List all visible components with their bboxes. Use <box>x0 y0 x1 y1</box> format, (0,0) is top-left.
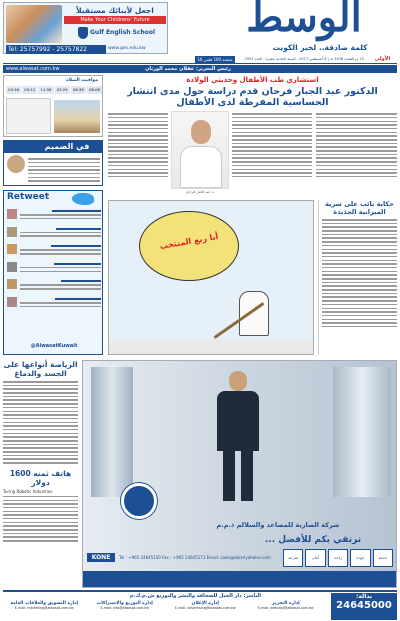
tweet-item[interactable] <box>7 262 101 275</box>
left-stories <box>3 360 78 588</box>
feature-item: أمان <box>305 549 325 567</box>
publisher-line: الناشر: دار الخيل للصحافة والنشر والتوزيع ش.م.ك.م <box>130 593 261 599</box>
story2-sub: Turing Robotic Industries <box>3 488 53 494</box>
doctor-photo <box>171 111 229 189</box>
feature-item: خدمة <box>373 549 393 567</box>
doctor-coat <box>180 146 222 188</box>
company-logo-icon <box>121 483 157 519</box>
prayer-time: 08:06 <box>87 86 102 94</box>
lead-column <box>232 111 312 180</box>
tweet-avatar <box>7 227 17 237</box>
column-box <box>3 140 103 186</box>
footer-dept: إدارة التحرير E-mail: editorial@alwasat.com.kw <box>257 601 314 610</box>
story1-headline: الرياضة أنواعها على الجسد والدماغ <box>3 360 78 378</box>
doctor-caption: د. عبد الجبار فرحان <box>185 190 215 194</box>
hotline-box <box>331 593 397 620</box>
website-url[interactable]: www.alwasat.com.kw <box>6 66 60 72</box>
elevator-shaft-right <box>333 367 391 497</box>
prayer-time: 05:12 <box>22 86 37 94</box>
hotline-number[interactable]: 24645000 <box>336 600 392 611</box>
elevator-shaft-left <box>91 367 133 497</box>
column-title: في الصميم <box>44 142 90 151</box>
tweet-avatar <box>7 209 17 219</box>
school-url[interactable]: www.ges.edu.kw <box>108 46 146 51</box>
mosque-photo <box>54 100 100 133</box>
elevator-company: شركة الصارية للمصاعد والسلالم ذ.م.م <box>216 521 340 529</box>
elevator-slogan: نرتقي بكم للأفضل ... <box>264 535 362 545</box>
footer-dept: إدارة التوزيع والاشتراكات E-mail: info@alwasat.com.kw <box>96 601 153 610</box>
school-crest-icon <box>78 27 88 39</box>
tweet-item[interactable] <box>7 279 101 292</box>
tweet-item[interactable] <box>7 227 101 240</box>
school-ad-subline: Make Your Childrens' Future <box>64 16 166 24</box>
issue-label: 16 صفحة 100 فلس <box>195 56 235 63</box>
prayer-time: 03:46 <box>6 86 21 94</box>
retweet-box <box>3 190 103 355</box>
footer-dept: إدارة الإعلان E-mail: advertising@alwasat.com.kw <box>174 601 236 610</box>
cartoon-speech-text: أنا ربع المنتخب <box>159 231 219 252</box>
side-story-headline: حكاية نائب على سرية الميزانية الجديدة <box>325 200 394 216</box>
side-story <box>318 200 397 355</box>
lead-headline: الدكتور عبد الجبار فرحان قدم دراسة حول مدى انتشار الحساسية المفرطة لدى الأطفال <box>127 86 378 108</box>
side-story-text <box>322 219 397 327</box>
masthead-logo: الوسط <box>246 0 362 41</box>
tweet-item[interactable] <box>7 244 101 257</box>
prayer-time: 03:29 <box>55 86 70 94</box>
elevator-ad-footer-strip <box>83 571 396 587</box>
story2-text <box>3 496 78 542</box>
date-bar <box>3 56 397 64</box>
tweet-item[interactable] <box>7 297 101 310</box>
cartoon-box <box>108 200 314 355</box>
school-ad[interactable] <box>3 2 168 54</box>
tweet-item[interactable] <box>7 209 101 222</box>
weather-table <box>6 98 51 134</box>
lead-kicker: استشاري طب الأطفال وحديثي الولادة <box>186 76 319 84</box>
story1-text <box>3 381 78 464</box>
feature-item: سرعة <box>283 549 303 567</box>
columnist-photo <box>7 155 25 173</box>
prayer-times-box <box>3 75 103 137</box>
lead-column <box>316 111 397 180</box>
cartoon-figure <box>239 291 269 336</box>
masthead-tagline: كلمة صادقة.. لخير الكويت <box>272 43 368 52</box>
hotline-label: بدالة: <box>355 593 373 600</box>
twitter-bird-icon <box>72 193 94 205</box>
school-children-photo <box>6 5 62 43</box>
date-line: 15 ذو القعدة 1438 هـ | 8 أغسطس 2017 - السنة الحادية عشرة - العدد 2997 <box>244 57 364 61</box>
school-ad-headline: اجعل لأبنائك مستقبلاً <box>76 6 154 15</box>
tweet-avatar <box>7 297 17 307</box>
doctor-head <box>191 120 211 144</box>
tweet-list <box>7 209 101 314</box>
elevator-ad[interactable] <box>82 360 397 588</box>
elevator-contact[interactable]: Tel : +965 24645150 Fax : +965 24645171 Email: sales@alsariyahelev.com <box>119 555 271 560</box>
front-page-label: الأولى <box>374 56 391 62</box>
prayer-times-row <box>6 86 102 94</box>
editor-line: رئيس التحرير: عقلان محمد الورثان <box>145 66 231 72</box>
column-title-bar <box>4 141 102 153</box>
feature-item: جودة <box>350 549 370 567</box>
retweet-handle[interactable]: @AlwasatKuwait <box>30 343 78 349</box>
prayer-time: 11:56 <box>38 86 53 94</box>
feature-item: راحة <box>328 549 348 567</box>
elevator-features <box>283 549 393 567</box>
footer-departments <box>5 601 325 620</box>
column-text <box>28 156 100 184</box>
tweet-avatar <box>7 244 17 254</box>
school-phone: Tel: 25757992 - 25757822 <box>6 45 106 54</box>
tweet-avatar <box>7 262 17 272</box>
prayer-time: 06:38 <box>71 86 86 94</box>
footer-dept: إدارة التسويق والعلاقات العامة E-mail: marketing@alwasat.com.kw <box>10 601 79 610</box>
school-name: Gulf English School <box>90 29 156 36</box>
businessman-figure <box>215 371 261 501</box>
cartoon-ground <box>109 339 313 354</box>
lead-column <box>108 111 168 180</box>
prayer-times-title: مواقيت الصلاة <box>65 78 98 83</box>
website-band <box>3 65 397 73</box>
kone-logo: KONE <box>87 553 115 562</box>
lead-story-body <box>108 111 397 197</box>
masthead <box>0 0 400 56</box>
footer <box>3 590 397 619</box>
story2-headline: هاتف ثمنه 1600 دولار <box>9 468 72 487</box>
tweet-avatar <box>7 279 17 289</box>
retweet-title: Retweet <box>7 192 50 202</box>
